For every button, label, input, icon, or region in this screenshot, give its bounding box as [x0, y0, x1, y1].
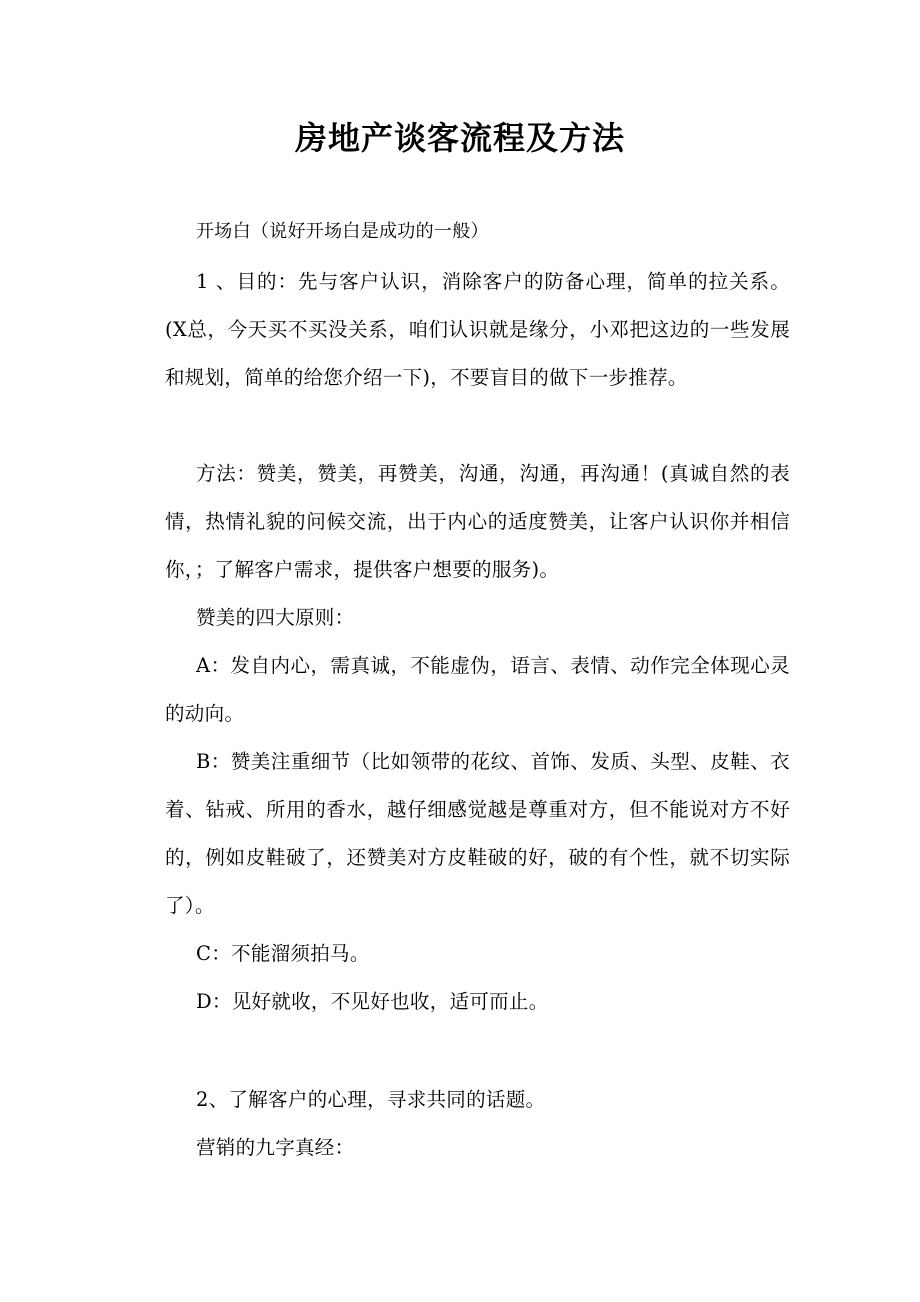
document-title: 房地产谈客流程及方法	[294, 119, 625, 157]
paragraph-purpose: 1 、目的：先与客户认识，消除客户的防备心理，简单的拉关系。(X总，今天买不买没关系，咱们认识就是缘分，小邓把这边的一些发展和规划，简单的给您介绍一下)，不要盲目的做下一步推荐。	[165, 270, 790, 389]
paragraph-principle-b: B：赞美注重细节（比如领带的花纹、首饰、发质、头型、皮鞋、衣着、钻戒、所用的香水，越仔细感觉越是尊重对方，但不能说对方不好的，例如皮鞋破了，还赞美对方皮鞋破的好，破的有个性，就不切实际了）。	[165, 750, 790, 917]
paragraph-opening-remarks: 开场白（说好开场白是成功的一般）	[196, 221, 489, 242]
paragraph-principle-d: D：见好就收，不见好也收，适可而止。	[196, 990, 549, 1013]
paragraph-section-2: 2、了解客户的心理，寻求共同的话题。	[196, 1088, 546, 1111]
paragraph-principle-c: C：不能溜须拍马。	[196, 942, 370, 965]
paragraph-method: 方法：赞美，赞美，再赞美，沟通，沟通，再沟通！(真诚自然的表情，热情礼貌的问候交流，出于内心的适度赞美，让客户认识你并相信你，；了解客户需求，提供客户想要的服务)。	[165, 462, 790, 581]
paragraph-principle-a: A：发自内心，需真诚，不能虚伪，语言、表情、动作完全体现心灵的动向。	[165, 654, 790, 725]
paragraph-nine-word-mantra: 营销的九字真经：	[196, 1136, 355, 1159]
paragraph-praise-principles-heading: 赞美的四大原则：	[196, 606, 355, 629]
